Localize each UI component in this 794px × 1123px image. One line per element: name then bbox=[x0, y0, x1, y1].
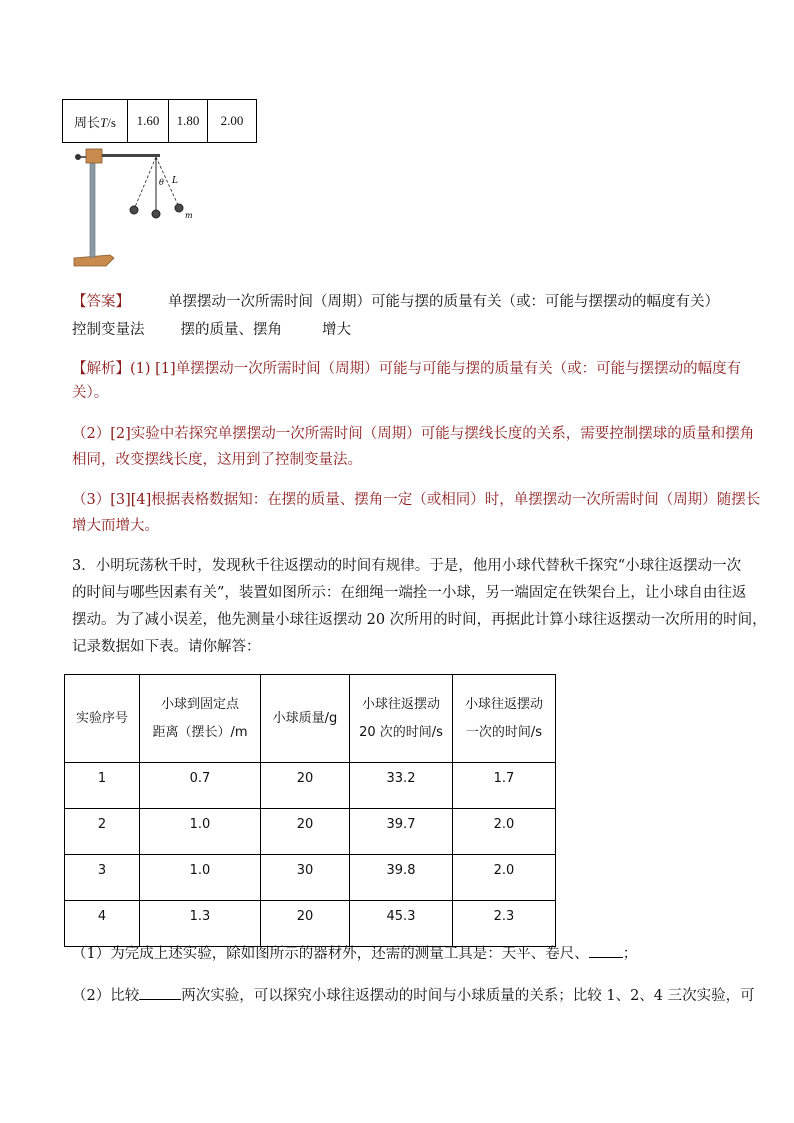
analysis-p2-line2: 相同，改变摆线长度，这用到了控制变量法。 bbox=[72, 452, 362, 468]
table-cell: 1.0 bbox=[140, 855, 261, 901]
period-label-cell bbox=[63, 100, 128, 143]
table-cell: 3 bbox=[65, 855, 140, 901]
length-label: L bbox=[172, 176, 178, 186]
table-cell: 2 bbox=[65, 809, 140, 855]
header-text: 小球到固定点 bbox=[160, 696, 239, 712]
table-cell: 20 bbox=[261, 901, 350, 947]
analysis-tag: 【解析】 bbox=[72, 361, 130, 377]
answer-blank-2[interactable] bbox=[139, 985, 181, 1000]
analysis-p1-line1 bbox=[72, 358, 741, 380]
sub-question-1-end: ； bbox=[622, 946, 638, 962]
stand-arm bbox=[102, 154, 160, 157]
table-cell: 45.3 bbox=[350, 901, 453, 947]
header-text: 实验序号 bbox=[75, 710, 128, 726]
period-value-2: 1.80 bbox=[169, 100, 208, 143]
table-cell: 1.0 bbox=[140, 809, 261, 855]
label-var: T bbox=[100, 114, 108, 130]
answer-blank-1[interactable] bbox=[589, 943, 623, 958]
analysis-p1-text: (1) [1]单摆摆动一次所需时间（周期）可能与可能与摆的质量有关（或：可能与摆摆动的幅度有 bbox=[130, 361, 742, 377]
clamp-block bbox=[86, 149, 102, 163]
header-length bbox=[140, 675, 261, 763]
table-cell: 30 bbox=[261, 855, 350, 901]
sub-question-2 bbox=[72, 985, 755, 1007]
table-cell: 33.2 bbox=[350, 763, 453, 809]
analysis-p3-line2: 增大而增大。 bbox=[72, 518, 159, 534]
header-text: 20 次的时间/s bbox=[359, 724, 443, 740]
pendulum-figure bbox=[70, 145, 210, 270]
table-cell: 1.7 bbox=[453, 763, 556, 809]
stand-rod bbox=[90, 151, 95, 257]
ball-right bbox=[175, 204, 183, 212]
table-cell: 1 bbox=[65, 763, 140, 809]
q3-line2: 的时间与哪些因素有关”，装置如图所示：在细绳一端拴一小球，另一端固定在铁架台上，让小球自由往返 bbox=[72, 585, 747, 601]
pendulum-string-left bbox=[135, 157, 156, 207]
sub-question-2-start: （2）比较 bbox=[72, 988, 140, 1004]
analysis-p1-line2: 关）。 bbox=[72, 385, 109, 401]
table-cell: 4 bbox=[65, 901, 140, 947]
answer-part-3: 摆的质量、摆角 bbox=[180, 322, 282, 338]
analysis-p2-line1: （2）[2]实验中若探究单摆摆动一次所需时间（周期）可能与摆线长度的关系，需要控制摆球的质量和摆角 bbox=[72, 426, 755, 442]
header-trial bbox=[65, 675, 140, 763]
ball-left bbox=[130, 206, 138, 214]
header-text: 一次的时间/s bbox=[465, 724, 543, 740]
table-cell: 2.0 bbox=[453, 809, 556, 855]
answer-line-1 bbox=[72, 291, 719, 313]
q3-line1: 3．小明玩荡秋千时，发现秋千往返摆动的时间有规律。于是，他用小球代替秋千探究“小球往返摆动一次 bbox=[72, 558, 742, 574]
header-text: 小球质量/g bbox=[272, 710, 338, 726]
table-row bbox=[65, 855, 556, 901]
header-time20 bbox=[350, 675, 453, 763]
label-unit: /s bbox=[107, 114, 116, 130]
period-value-3: 2.00 bbox=[208, 100, 257, 143]
answer-part-4: 增大 bbox=[322, 322, 351, 338]
header-text: 小球往返摆动 bbox=[361, 696, 440, 712]
table-cell: 0.7 bbox=[140, 763, 261, 809]
sub-question-2-text: 两次实验，可以探究小球往返摆动的时间与小球质量的关系；比较 1、2、4 三次实验，可 bbox=[181, 988, 755, 1004]
period-table bbox=[62, 99, 257, 143]
table-cell: 20 bbox=[261, 763, 350, 809]
ball-center bbox=[152, 210, 160, 218]
table-cell: 2.3 bbox=[453, 901, 556, 947]
answer-line-2 bbox=[72, 319, 351, 341]
mass-label: m bbox=[185, 211, 193, 220]
answer-part-1: 单摆摆动一次所需时间（周期）可能与摆的质量有关（或：可能与摆摆动的幅度有关） bbox=[168, 294, 719, 310]
header-text: 距离（摆长）/m bbox=[152, 724, 248, 740]
table-cell: 20 bbox=[261, 809, 350, 855]
table-header-row bbox=[65, 675, 556, 763]
header-mass bbox=[261, 675, 350, 763]
analysis-p3-line1: （3）[3][4]根据表格数据知：在摆的质量、摆角一定（或相同）时，单摆摆动一次所需时间（周期）随摆长 bbox=[72, 492, 761, 508]
sub-question-1 bbox=[72, 943, 637, 965]
header-time1 bbox=[453, 675, 556, 763]
header-text: 小球往返摆动 bbox=[464, 696, 543, 712]
angle-label: θ bbox=[159, 178, 164, 187]
table-cell: 1.3 bbox=[140, 901, 261, 947]
table-row bbox=[65, 763, 556, 809]
q3-line4: 记录数据如下表。请你解答： bbox=[72, 639, 261, 655]
sub-question-1-text: （1）为完成上述实验，除如图所示的器材外，还需的测量工具是：天平、卷尺、 bbox=[72, 946, 589, 962]
table-row bbox=[65, 809, 556, 855]
q3-line3: 摆动。为了减小误差，他先测量小球往返摆动 20 次所用的时间，再据此计算小球往返摆动一次所用的时间， bbox=[72, 612, 767, 628]
answer-part-2: 控制变量法 bbox=[72, 322, 145, 338]
table-cell: 2.0 bbox=[453, 855, 556, 901]
answer-tag: 【答案】 bbox=[72, 294, 130, 310]
table-row bbox=[65, 901, 556, 947]
period-value-1: 1.60 bbox=[128, 100, 169, 143]
label-prefix: 周长 bbox=[74, 114, 101, 130]
table-cell: 39.8 bbox=[350, 855, 453, 901]
table-cell: 39.7 bbox=[350, 809, 453, 855]
experiment-table bbox=[64, 674, 556, 947]
